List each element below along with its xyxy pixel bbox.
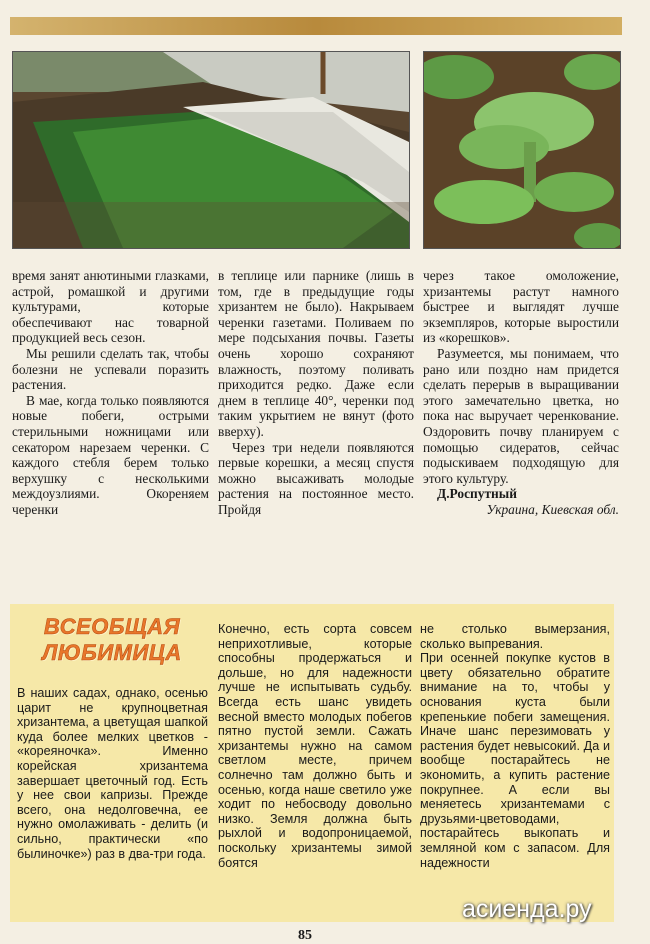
chrysanthemum-cutting-photo [423, 51, 621, 249]
sidebar-col2-text: Конечно, есть сорта совсем неприхотливые, которые способны продержаться и дольше, но для надежности лучше не испытывать судьбу. Всегда есть шанс увидеть весной вместо молодых побегов пятно пустой земли. Сажать хризантемы нужно на самом светлом месте, причем солнечно там должно быть и осенью, когда наше светило уже ходит по небосводу довольно низко. Земля должна быть рыхлой и водопроницаемой, поскольку хризантемы зимой боятся [218, 622, 412, 870]
col2-paragraph-1: в теплице или парнике (лишь в том, где в предыдущие годы хризантем не было). Накрываем черенки газетами. Поливаем по мере подсыхания почвы. Газеты очень хорошо сохраняют влажность, поэтому поливать приходится редко. Даже если днем в теплице 40°, черенки под таким укрытием не вянут (фото вверху). [218, 268, 414, 439]
sidebar-heading-line-1: ВСЕОБЩАЯ [43, 614, 181, 639]
sidebar-column-1 [17, 686, 208, 861]
col1-paragraph-2: Мы решили сделать так, чтобы болезни не успевали поразить растения. [12, 345, 209, 393]
page-number: 85 [298, 928, 312, 943]
site-watermark: асиенда.ру [462, 895, 592, 923]
sidebar-col1-text: В наших садах, однако, осенью царит не крупноцветная хризантема, а цветущая шапкой куда более мелких цветков - «кореяночка». Именно корейская хризантема завершает цветочный год. Есть у нее свои капризы. Прежде всего, она недолговечна, ее нужно омолаживать - делить (и сильно, практически «по былиночке») раз в два-три года. [17, 686, 208, 861]
sidebar-column-2 [218, 622, 412, 870]
article-column-2 [218, 268, 414, 518]
col2-paragraph-2: Через три недели появляются первые корешки, а месяц спустя можно высаживать молодые растения на постоянное место. Пройдя [218, 439, 414, 517]
col1-paragraph-1: время занят анютиными глазками, астрой, ромашкой и другими культурами, которые обеспечивают нас товарной продукцией весь сезон. [12, 268, 209, 346]
author-location: Украина, Киевская обл. [486, 501, 619, 517]
col1-paragraph-3: В мае, когда только появляются новые побеги, острыми стерильными ножницами или секатором нарезаем черенки. С каждого стебля берем только верхушку с несколькими междоузлиями. Окореняем черенки [12, 392, 209, 517]
sidebar-column-3 [420, 622, 610, 870]
greenhouse-photo [12, 51, 410, 249]
article-column-1 [12, 268, 209, 518]
sidebar-col3-text-2: При осенней покупке кустов в цвету обязательно обратите внимание на то, чтобы у основания куста были крепенькие побеги замещения. Иначе шанс перезимовать у растения будет невысокий. Да и вообще постарайтесь не экономить, а купить растение покрупнее. А если вы меняетесь хризантемами с друзьями-цветоводами, постарайтесь выкопать и земляной ком с запасом. Для надежности [420, 651, 610, 870]
col3-paragraph-1: через такое омоложение, хризантемы растут намного быстрее и выглядят лучше экземпляров, которые выростили из «корешков». [423, 268, 619, 346]
top-decorative-band [10, 17, 622, 35]
sidebar-heading-line-2: ЛЮБИМИЦА [42, 640, 182, 665]
col3-paragraph-2: Разумеется, мы понимаем, что рано или поздно нам придется сделать перерыв в выращивании этого замечательно цветка, но пока нас выручает черенкование. Оздоровить почву планируем с помощью сидератов, сейчас подыскиваем подходящую для этого культуру. [423, 345, 619, 486]
author-signature: Д.Роспутный [437, 486, 517, 502]
article-column-3 [423, 268, 619, 518]
sidebar-heading [22, 614, 202, 666]
sidebar-col3-text-1: не столько вымерзания, сколько выпревания. [420, 622, 610, 651]
